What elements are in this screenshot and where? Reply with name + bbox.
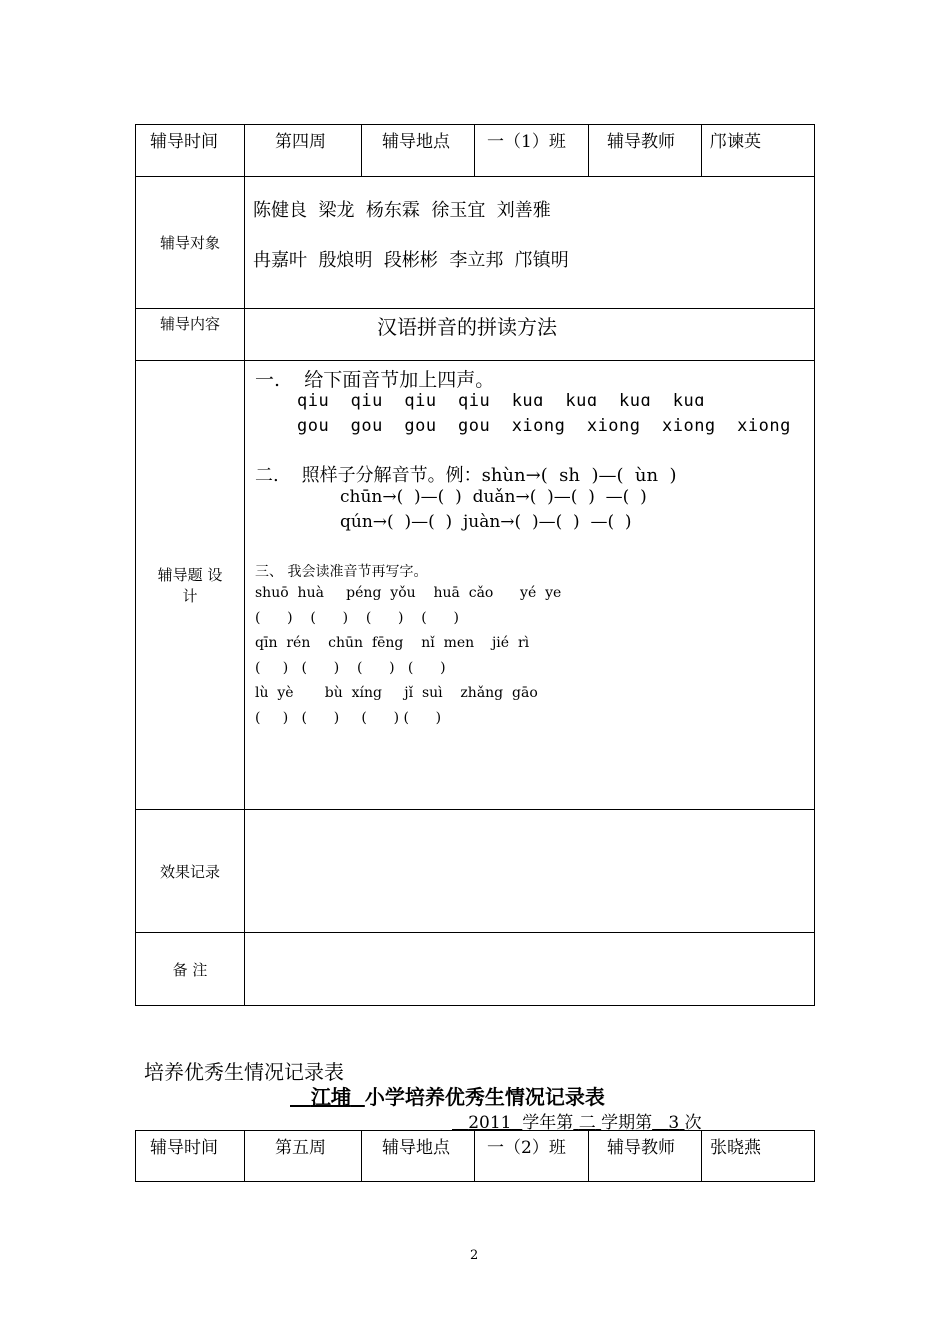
- teacher-value-2: 张晓燕: [702, 1131, 815, 1182]
- q3-pinyin-3: lù yè bù xíng jǐ suì zhǎng gāo: [255, 685, 538, 701]
- meta-text-1: 学年第: [522, 1113, 574, 1133]
- meta-text-3: 次: [684, 1113, 702, 1133]
- form-title-rest: 小学培养优秀生情况记录表: [364, 1085, 605, 1109]
- meta-text-2: 学期第: [601, 1113, 653, 1133]
- q3-blanks-2: ( ) ( ) ( ) ( ): [255, 660, 446, 676]
- teacher-label-2: 辅导教师: [589, 1131, 702, 1182]
- page-number: 2: [470, 1248, 479, 1263]
- header-row: [136, 125, 815, 177]
- content-label: 辅导内容: [136, 309, 245, 361]
- effect-label: 效果记录: [136, 810, 245, 933]
- time-label-2: 辅导时间: [136, 1131, 245, 1182]
- year-value: 2011: [468, 1113, 512, 1133]
- q3-pinyin-2: qīn rén chūn fēng nǐ men jié rì: [255, 635, 530, 651]
- design-label: [136, 361, 245, 810]
- design-label-line-1: 辅导题 设: [157, 566, 223, 584]
- effect-cell: [245, 810, 815, 933]
- students-line-1: 陈健良 梁龙 杨东霖 徐玉宜 刘善雅: [253, 200, 551, 221]
- content-title: 汉语拼音的拼读方法: [377, 315, 557, 339]
- place-label: 辅导地点: [362, 125, 475, 177]
- place-value-2: 一（2）班: [475, 1131, 589, 1182]
- content-row: [136, 309, 815, 361]
- num-value: 3: [668, 1113, 680, 1133]
- q3-title: 三、 我会读准音节再写字。: [255, 564, 428, 580]
- notes-label: 备 注: [136, 933, 245, 1006]
- students-row: [136, 177, 815, 309]
- design-cell: [245, 361, 815, 810]
- record-table-1: [135, 124, 815, 1006]
- school-name-text: 江埔: [310, 1085, 351, 1109]
- place-label-2: 辅导地点: [362, 1131, 475, 1182]
- notes-cell: [245, 933, 815, 1006]
- term-value: 二: [578, 1113, 596, 1133]
- q3-blanks-1: ( ) ( ) ( ) ( ): [255, 610, 459, 626]
- design-label-line-2: 计: [182, 587, 198, 605]
- time-value: 第四周: [245, 125, 362, 177]
- record-table-2: [135, 1130, 815, 1182]
- teacher-value: 邝谏英: [702, 125, 815, 177]
- q2-title: 二. 照样子分解音节。例：shùn→( sh )—( ùn ): [255, 465, 677, 486]
- q3-pinyin-1: shuō huà péng yǒu huā cǎo yé ye: [255, 585, 562, 601]
- q1-line-1: qiu qiu qiu qiu kuɑ kuɑ kuɑ kuɑ: [297, 391, 705, 411]
- school-name: [290, 1085, 365, 1109]
- form-title: [290, 1081, 605, 1110]
- time-label: 辅导时间: [136, 125, 245, 177]
- section-heading: 培养优秀生情况记录表: [144, 1060, 344, 1084]
- header-row-2: [136, 1131, 815, 1182]
- students-line-2: 冉嘉叶 殷烺明 段彬彬 李立邦 邝镇明: [253, 250, 569, 271]
- design-row: [136, 361, 815, 810]
- q1-line-2: gou gou gou gou xiong xiong xiong xiong: [297, 416, 791, 436]
- teacher-label: 辅导教师: [589, 125, 702, 177]
- effect-row: [136, 810, 815, 933]
- time-value-2: 第五周: [245, 1131, 362, 1182]
- q2-line-1: chūn→( )—( ) duǎn→( )—( ) —( ): [340, 487, 647, 507]
- notes-row: [136, 933, 815, 1006]
- q1-title: 一. 给下面音节加上四声。: [255, 369, 495, 391]
- q2-line-2: qún→( )—( ) juàn→( )—( ) —( ): [340, 512, 632, 532]
- q3-blanks-3: ( ) ( ) ( ) ( ): [255, 710, 442, 726]
- students-label: 辅导对象: [136, 177, 245, 309]
- place-value: 一（1）班: [475, 125, 589, 177]
